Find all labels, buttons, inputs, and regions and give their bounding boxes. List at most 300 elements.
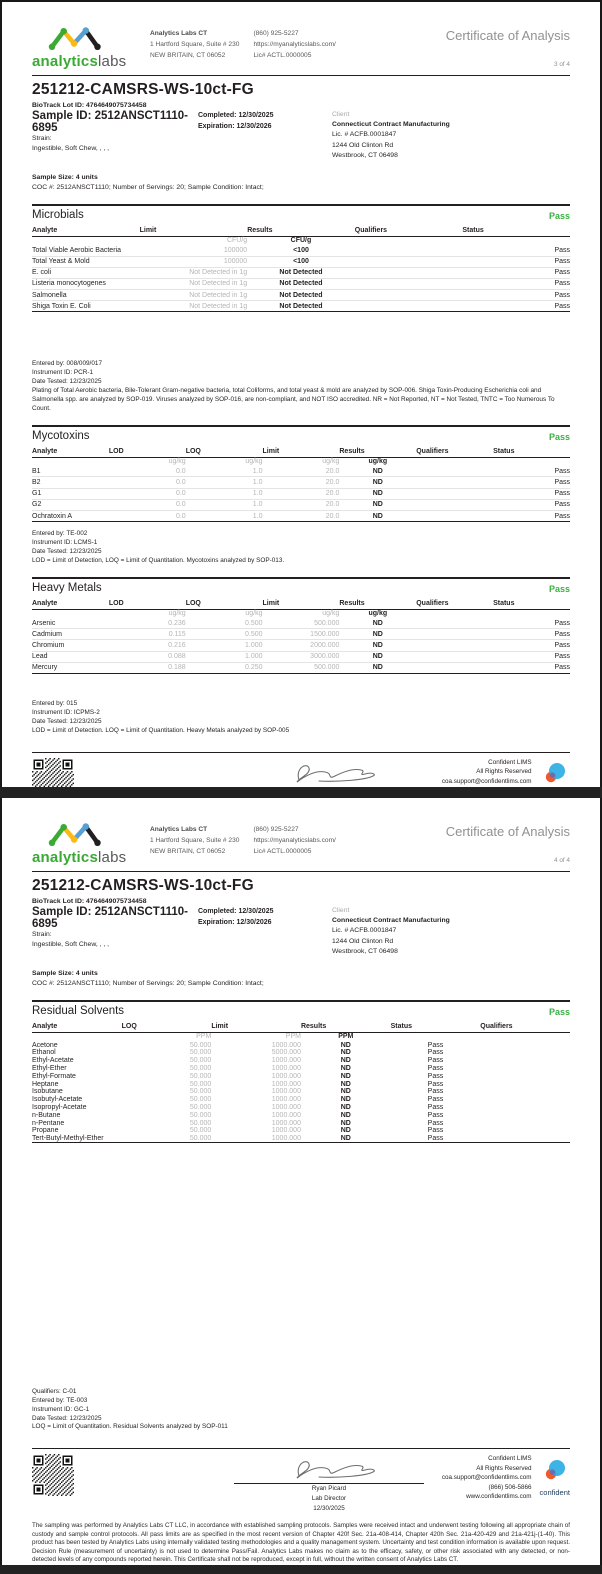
microbials-notes (32, 360, 570, 414)
client-block (332, 906, 450, 957)
confident-logo (540, 762, 570, 787)
lab-name: Analytics Labs CT (150, 30, 208, 37)
lab-contact-column (253, 29, 335, 62)
cell-status: Pass (462, 245, 570, 256)
cell-lod: 0.0 (175, 512, 186, 520)
table-row (32, 1119, 570, 1127)
brand-word-analytics: analytics (32, 53, 99, 70)
cell-qualifiers (355, 267, 463, 278)
cell-loq: 0.500 (186, 629, 263, 640)
confident-logo-icon (542, 1459, 568, 1483)
column-header: Results (339, 447, 416, 458)
cell-results: <100 (247, 245, 355, 256)
cell-analyte: Ethyl-Formate (32, 1072, 76, 1080)
cell-analyte: Ethyl-Acetate (32, 1057, 74, 1065)
cell-lod: 0.0 (109, 488, 186, 499)
cell-limit: Not Detected in 1g (140, 267, 248, 278)
analyticslabs-logo (32, 26, 140, 70)
cell-analyte: Isopropyl-Acetate (32, 1103, 87, 1111)
cell-limit: 20.0 (263, 499, 340, 510)
cell-status: Pass (427, 1088, 444, 1096)
table-row (32, 1135, 570, 1143)
column-header: Analyte (32, 599, 109, 610)
text-line: coa.support@confidentlims.com (441, 1474, 532, 1482)
cell-limit: 100000 (140, 256, 248, 267)
sample-id-block (32, 906, 198, 957)
cell-results: ND (340, 1103, 351, 1111)
cell-results: ND (340, 1072, 351, 1080)
cell-analyte: Cadmium (32, 629, 109, 640)
cell-status: Pass (427, 1111, 444, 1119)
cell-results: ND (340, 1096, 351, 1104)
text-line: LOQ = Limit of Quantitation. Residual Solvents analyzed by SOP-011 (32, 1423, 228, 1431)
cell-analyte: Propane (32, 1127, 59, 1135)
bottom-bar (0, 1565, 602, 1574)
report-footer (32, 753, 570, 787)
lab-contact-info (150, 29, 336, 62)
dates-block (198, 110, 332, 161)
unit-cell: PPM (338, 1033, 354, 1041)
cell-results: ND (340, 1057, 351, 1065)
cell-qualifiers (480, 1057, 570, 1065)
table-row (32, 466, 570, 477)
cell-qualifiers (480, 1041, 570, 1049)
cell-results: ND (339, 618, 416, 629)
brand-word-labs: labs (98, 53, 127, 70)
table-row (32, 662, 570, 673)
signature-icon (269, 1454, 389, 1484)
table-row (32, 1104, 570, 1112)
cell-status: Pass (493, 477, 570, 488)
lab-phone: (860) 925-5227 (253, 30, 299, 37)
client-name: Connecticut Contract Manufacturing (332, 917, 450, 925)
table-body (32, 610, 570, 674)
cell-results: ND (339, 477, 416, 488)
cell-loq: 50.000 (189, 1103, 212, 1111)
cell-loq: 50.000 (189, 1096, 212, 1104)
cell-loq: 50.000 (189, 1072, 212, 1080)
cell-analyte: Shiga Toxin E. Coli (32, 302, 91, 310)
units-row (32, 458, 570, 467)
cell-analyte: Acetone (32, 1041, 58, 1049)
section-title: Mycotoxins (32, 430, 90, 443)
signature-block (234, 1454, 424, 1513)
text-line (442, 786, 532, 787)
lab-website: https://myanalyticslabs.com/ (253, 836, 336, 844)
expiration-date: Expiration: 12/30/2026 (198, 123, 272, 131)
units-row (32, 610, 570, 619)
text-line: Entered by: TE-003 (32, 1396, 88, 1404)
cell-status: Pass (462, 256, 570, 267)
coc-line: COC #: 2512ANSCT1110; Number of Servings: 20; Sample Condition: Intact; (32, 184, 264, 192)
disclaimer-text: The sampling was performed by Analytics Labs CT LLC, in accordance with established sampling protocols. Samples were received intact and underwent testing following all appropriate chain of custody and sample control protocols. All pass limits are as specified in the most recent version of Chapter 420f Sec. 21a-408-414, Chapter 420h Sec. 21a-420-429 and 21a-421j-(1-40). This product has been tested by Analytics Labs using internally validated testing methodologies and a quality management system. Uncertainty and test condition information is available upon request. Decision Rule (measurement of uncertainty) is not used to determine Pass/Fail. Analytics Labs makes no claim as to the efficacy, safety, or other risk associated with any detected, or non-detected levels of any compounds reported herein. This Certificate shall not be reproduced, except in full, without the written consent of Analytics Labs CT. (32, 1521, 570, 1564)
cell-qualifiers (480, 1119, 570, 1127)
table-header-row (32, 1022, 570, 1033)
units-row (32, 1033, 570, 1042)
cell-limit: Not Detected in 1g (189, 302, 248, 310)
cell-status: Pass (462, 267, 570, 278)
residual-solvents-notes (32, 1388, 570, 1433)
cell-qualifiers (416, 662, 493, 673)
cell-analyte: B2 (32, 477, 109, 488)
cell-results: ND (339, 651, 416, 662)
cell-qualifiers (416, 499, 493, 510)
client-address1: 1244 Old Clinton Rd (332, 141, 394, 149)
cell-limit: 20.0 (263, 477, 340, 488)
cell-status: Pass (427, 1072, 444, 1080)
analyticslabs-logo (32, 822, 140, 866)
cell-results: ND (340, 1049, 351, 1057)
sample-id-block (32, 110, 198, 161)
cell-status: Pass (427, 1041, 444, 1049)
table-header-row (32, 447, 570, 458)
cell-limit: 500.000 (263, 618, 340, 629)
column-header: Results (339, 599, 416, 610)
lab-address1: 1 Hartford Square, Suite # 230 (150, 40, 240, 48)
cell-loq: 50.000 (189, 1088, 212, 1096)
cell-qualifiers (480, 1049, 570, 1057)
cell-loq: 1.0 (186, 477, 263, 488)
cell-analyte: Heptane (32, 1080, 59, 1088)
section-mycotoxins (32, 425, 570, 566)
table-row (32, 290, 570, 301)
cell-limit: 1000.000 (271, 1103, 301, 1111)
unit-cell: ug/kg (368, 610, 388, 618)
column-header: Qualifiers (480, 1022, 570, 1033)
coa-page-3 (2, 2, 600, 787)
section-status-pass: Pass (548, 584, 570, 595)
cell-loq: 50.000 (189, 1119, 212, 1127)
cell-analyte: Lead (32, 651, 109, 662)
cell-loq: 50.000 (189, 1080, 212, 1088)
section-title: Residual Solvents (32, 1005, 125, 1018)
zigzag-logo-icon (46, 26, 110, 52)
unit-cell (416, 610, 493, 619)
lab-address1: 1 Hartford Square, Suite # 230 (150, 836, 240, 844)
unit-cell: ug/kg (168, 458, 186, 466)
text-line: Plating of Total Aerobic bacteria, Bile-Tolerant Gram-negative bacteria, total Coliforms, and total yeast & mold are analyzed by SOP-006. Shiga Toxin-Producing Escherichia coli and Salmonella spp. are analyzed by SOP-019. Viruses analyzed by SOP-016, are non-compliant, and NOT ISO accredited. NR = Not Reported, NT = Not Tested, TNTC = Too Numerous To Count. (32, 387, 555, 413)
cell-analyte: Total Viable Aerobic Bacteria (32, 245, 140, 256)
sample-size-block (32, 969, 570, 989)
cell-qualifiers (480, 1135, 570, 1143)
qr-code (32, 1454, 74, 1496)
sample-size-block (32, 173, 570, 193)
cell-loq: 1.0 (186, 466, 263, 477)
sample-meta-row (32, 110, 570, 161)
cell-results: ND (339, 488, 416, 499)
cell-loq: 1.0 (186, 488, 263, 499)
client-address1: 1244 Old Clinton Rd (332, 937, 394, 945)
report-header (32, 798, 570, 866)
page-number: 3 of 4 (554, 61, 570, 68)
cell-status: Pass (493, 651, 570, 662)
cell-qualifiers (416, 651, 493, 662)
sample-id: Sample ID: 2512ANSCT1110-6895 (32, 906, 188, 930)
unit-cell: ug/kg (368, 458, 388, 466)
mycotoxins-table (32, 447, 570, 522)
text-line: Qualifiers: C-01 (32, 1387, 77, 1395)
cell-qualifiers (355, 301, 463, 312)
cell-qualifiers (416, 629, 493, 640)
section-header (32, 1000, 570, 1022)
section-heavy-metals (32, 577, 570, 736)
expiration-date: Expiration: 12/30/2026 (198, 919, 272, 927)
client-address2: Westbrook, CT 06498 (332, 151, 398, 159)
cell-lod: 0.236 (109, 618, 186, 629)
text-line: coa.support@confidentlims.com (441, 777, 532, 785)
cell-qualifiers (480, 1111, 570, 1119)
signature-icon (269, 758, 389, 787)
cell-status: Pass (493, 466, 570, 477)
cell-results: Not Detected (247, 278, 355, 289)
table-header-row (32, 226, 570, 237)
unit-cell: ug/kg (322, 610, 340, 618)
cell-limit: 1000.000 (271, 1127, 301, 1135)
cell-limit: Not Detected in 1g (140, 290, 248, 301)
cell-qualifiers (480, 1104, 570, 1112)
brand-word-analytics: analytics (32, 849, 99, 866)
unit-cell: CFU/g (226, 237, 248, 245)
column-header: Limit (211, 1022, 301, 1033)
cell-qualifiers (480, 1080, 570, 1088)
cell-lod: 0.0 (109, 499, 186, 510)
cell-loq: 1.0 (252, 512, 263, 520)
cell-results: ND (339, 640, 416, 651)
table-row (32, 1072, 570, 1080)
table-row (32, 1057, 570, 1065)
lab-address-column (150, 825, 239, 858)
cell-lod: 0.188 (168, 664, 186, 672)
cell-status: Pass (493, 618, 570, 629)
cell-results: ND (340, 1111, 351, 1119)
residual-solvents-table (32, 1022, 570, 1143)
cell-limit: 1000.000 (271, 1041, 301, 1049)
header-divider (32, 871, 570, 872)
sample-size: Sample Size: 4 units (32, 969, 98, 977)
cell-limit: 1500.000 (263, 629, 340, 640)
cell-status: Pass (427, 1057, 444, 1065)
units-row (32, 237, 570, 246)
cell-analyte: Salmonella (32, 290, 140, 301)
cell-analyte: Ochratoxin A (32, 512, 73, 520)
cell-limit: 2000.000 (263, 640, 340, 651)
unit-cell (493, 458, 570, 467)
cell-results: ND (339, 629, 416, 640)
unit-cell: PPM (285, 1033, 301, 1041)
column-header: Analyte (32, 226, 140, 237)
table-row (32, 1111, 570, 1119)
sample-meta-row (32, 906, 570, 957)
cell-limit: Not Detected in 1g (140, 278, 248, 289)
section-title: Microbials (32, 209, 84, 222)
cell-qualifiers (416, 488, 493, 499)
text-line: Confident LIMS (488, 758, 532, 766)
cell-loq: 50.000 (189, 1057, 212, 1065)
cell-loq: 1.000 (186, 640, 263, 651)
table-body (32, 1033, 570, 1143)
cell-results: ND (372, 512, 383, 520)
biotrack-lot-id: BioTrack Lot ID: 4764649075734458 (32, 102, 147, 109)
cell-loq: 50.000 (189, 1065, 212, 1073)
cell-results: ND (372, 664, 383, 672)
unit-cell (391, 1033, 481, 1042)
cell-lod: 0.0 (109, 477, 186, 488)
lab-address2: NEW BRITAIN, CT 06052 (150, 847, 226, 855)
blank-space (32, 1143, 570, 1387)
cell-status: Pass (427, 1119, 444, 1127)
section-microbials (32, 204, 570, 414)
cell-limit: 1000.000 (271, 1111, 301, 1119)
unit-cell (480, 1033, 570, 1042)
section-residual-solvents (32, 1000, 570, 1143)
column-header: Qualifiers (355, 226, 463, 237)
cell-lod: 0.216 (109, 640, 186, 651)
column-header: Status (462, 226, 570, 237)
cell-qualifiers (416, 477, 493, 488)
cell-limit: 1000.000 (271, 1065, 301, 1073)
unit-cell: ug/kg (245, 610, 263, 618)
cell-limit: 20.0 (263, 488, 340, 499)
table-row (32, 256, 570, 267)
cell-analyte: Arsenic (32, 618, 109, 629)
cell-status: Pass (493, 640, 570, 651)
text-line: Date Tested: 12/23/2025 (32, 1414, 102, 1422)
cell-status: Pass (554, 664, 570, 672)
table-row (32, 1041, 570, 1049)
cell-qualifiers (480, 1096, 570, 1104)
cell-qualifiers (480, 1088, 570, 1096)
cell-status: Pass (462, 290, 570, 301)
cell-analyte: Listeria monocytogenes (32, 278, 140, 289)
cell-analyte: n-Pentane (32, 1119, 65, 1127)
zigzag-logo-icon (46, 822, 110, 848)
cell-results: ND (339, 466, 416, 477)
text-line: Entered by: TE-002 (32, 530, 88, 538)
cell-analyte: Ethanol (32, 1049, 56, 1057)
strain-value: Ingestible, Soft Chew, , , , (32, 940, 110, 948)
lab-contact-info (150, 825, 336, 858)
client-name: Connecticut Contract Manufacturing (332, 121, 450, 129)
confident-logo-icon (542, 762, 568, 786)
section-title: Heavy Metals (32, 582, 102, 595)
cell-loq: 50.000 (189, 1049, 212, 1057)
lims-contact-lines (442, 758, 532, 787)
column-header: Qualifiers (416, 447, 493, 458)
text-line: All Rights Reserved (476, 768, 532, 776)
column-header: LOQ (186, 599, 263, 610)
table-row (32, 267, 570, 278)
cell-status: Pass (427, 1135, 444, 1143)
text-line: Instrument ID: PCR-1 (32, 369, 94, 377)
cell-analyte: Chromium (32, 640, 109, 651)
table-row (32, 1080, 570, 1088)
cell-limit: 1000.000 (271, 1096, 301, 1104)
text-line: Instrument ID: GC-1 (32, 1405, 90, 1413)
unit-cell (493, 610, 570, 619)
client-license: Lic. # ACFB.0001847 (332, 927, 397, 935)
lab-license: Lic# ACTL.0000005 (253, 847, 312, 855)
column-header: Status (391, 1022, 481, 1033)
text-line: All Rights Reserved (476, 1464, 532, 1472)
text-line: Date Tested: 12/23/2025 (32, 717, 102, 725)
table-body (32, 458, 570, 522)
column-header: LOD (109, 447, 186, 458)
cell-limit: 1000.000 (271, 1057, 301, 1065)
certificate-title: Certificate of Analysis (445, 28, 570, 43)
cell-qualifiers (480, 1072, 570, 1080)
cell-limit: 3000.000 (263, 651, 340, 662)
section-status-pass: Pass (548, 1007, 570, 1018)
client-label: Client (332, 111, 350, 118)
unit-cell (355, 237, 463, 246)
batch-title: 251212-CAMSRS-WS-10ct-FG (32, 877, 254, 894)
client-block (332, 110, 450, 161)
table-row (32, 477, 570, 488)
cell-limit: 20.0 (263, 466, 340, 477)
confident-logo (540, 1459, 570, 1497)
unit-cell (416, 458, 493, 467)
brand-wordmark (32, 849, 140, 866)
batch-title: 251212-CAMSRS-WS-10ct-FG (32, 81, 254, 98)
cell-qualifiers (416, 511, 493, 522)
table-row (32, 301, 570, 312)
page-number: 4 of 4 (554, 857, 570, 864)
cell-limit: 1000.000 (271, 1072, 301, 1080)
cell-analyte: Total Yeast & Mold (32, 256, 140, 267)
text-line: www.confidentlims.com (466, 1493, 532, 1501)
certificate-title-block (446, 26, 570, 68)
cell-analyte: E. coli (32, 267, 140, 278)
cell-results: ND (340, 1065, 351, 1073)
cell-lod: 0.0 (109, 466, 186, 477)
table-header-row (32, 599, 570, 610)
text-line: LOD = Limit of Detection. LOQ = Limit of Quantitation. Heavy Metals analyzed by SOP-005 (32, 726, 290, 734)
lab-contact-column (253, 825, 335, 858)
cell-analyte: Mercury (32, 664, 58, 672)
cell-loq: 50.000 (189, 1111, 212, 1119)
cell-qualifiers (416, 618, 493, 629)
cell-analyte: B1 (32, 466, 109, 477)
report-header (32, 2, 570, 70)
table-row (32, 629, 570, 640)
text-line: (866) 506-5866 (488, 1483, 532, 1491)
text-line: LOD = Limit of Detection, LOQ = Limit of Quantitation. Mycotoxins analyzed by SOP-013. (32, 557, 285, 565)
cell-status: Pass (554, 302, 570, 310)
column-header: LOQ (186, 447, 263, 458)
cell-analyte: G1 (32, 488, 109, 499)
cell-limit: 1000.000 (271, 1080, 301, 1088)
mycotoxins-notes (32, 530, 570, 566)
table-row (32, 618, 570, 629)
cell-limit: 20.0 (325, 512, 340, 520)
cell-results: ND (340, 1088, 351, 1096)
cell-results: <100 (247, 256, 355, 267)
cell-status: Pass (427, 1049, 444, 1057)
cell-results: Not Detected (247, 267, 355, 278)
cell-loq: 1.000 (186, 651, 263, 662)
coa-page-4 (2, 798, 600, 1565)
column-header: Limit (263, 599, 340, 610)
cell-analyte: Ethyl-Ether (32, 1065, 67, 1073)
client-address2: Westbrook, CT 06498 (332, 947, 398, 955)
cell-qualifiers (416, 466, 493, 477)
cell-qualifiers (480, 1127, 570, 1135)
brand-word-labs: labs (98, 849, 127, 866)
cell-status: Pass (493, 488, 570, 499)
cell-results: ND (340, 1080, 351, 1088)
page-divider (0, 787, 602, 798)
table-row (32, 1096, 570, 1104)
